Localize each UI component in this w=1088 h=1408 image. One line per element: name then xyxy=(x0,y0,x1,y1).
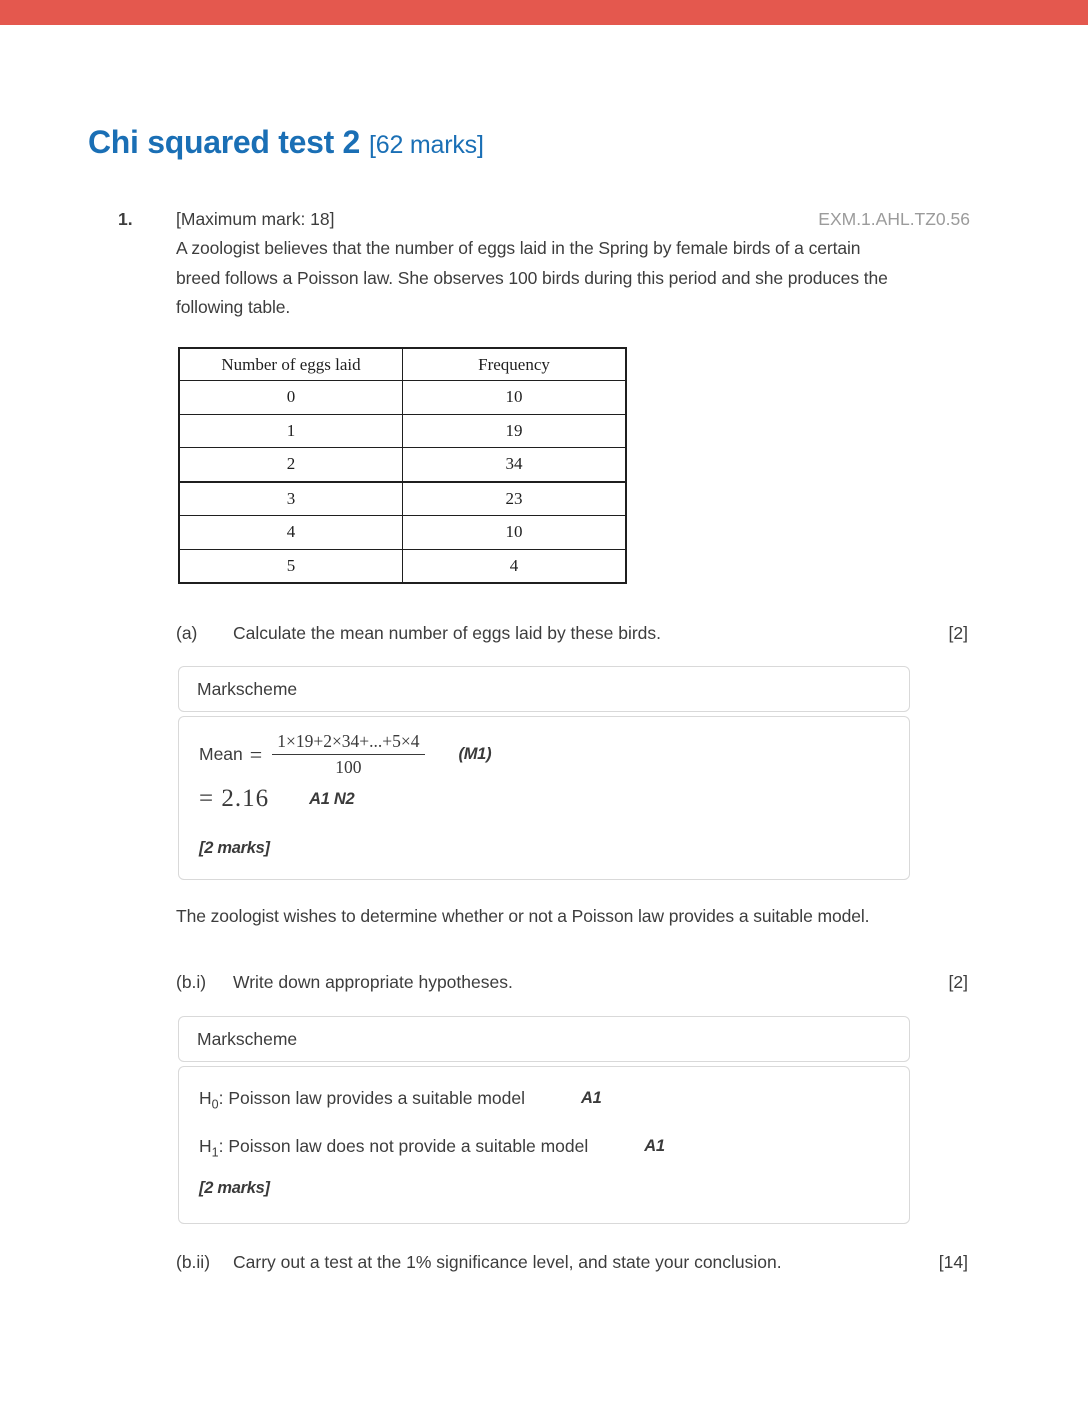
question-middle-text: The zoologist wishes to determine whether or not a Poisson law provides a suitable model. xyxy=(176,906,870,926)
table-cell: 4 xyxy=(179,516,403,550)
table-cell: 2 xyxy=(179,448,403,482)
table-cell: 0 xyxy=(179,381,403,415)
equals-sign: = xyxy=(249,741,263,767)
question-number: 1. xyxy=(118,209,133,229)
h1-hypothesis-line xyxy=(199,1134,665,1158)
part-bii-marks: [14] xyxy=(938,1252,968,1272)
part-bi-label: (b.i) xyxy=(176,972,207,992)
part-bi-marks: [2] xyxy=(948,972,968,992)
table-row xyxy=(179,482,626,516)
mean-result-line xyxy=(199,785,354,813)
part-a-text: Calculate the mean number of eggs laid by these birds. xyxy=(233,623,662,643)
table-row xyxy=(179,549,626,583)
table-cell: 19 xyxy=(403,414,627,448)
fraction-denominator: 100 xyxy=(335,757,362,777)
mean-label: Mean xyxy=(199,744,243,764)
markscheme-bi-header-label: Markscheme xyxy=(197,1028,298,1049)
mark-code-a1-h0: A1 xyxy=(581,1089,602,1107)
question-reference-code: EXM.1.AHL.TZ0.56 xyxy=(818,209,970,229)
markscheme-a-body xyxy=(178,716,910,880)
top-bar xyxy=(0,0,1088,25)
maximum-mark: [Maximum mark: 18] xyxy=(176,209,335,229)
part-bi-row xyxy=(0,969,1088,995)
part-a-marks: [2] xyxy=(948,623,968,643)
table-row xyxy=(179,381,626,415)
page-title xyxy=(88,124,484,161)
markscheme-bi-body xyxy=(178,1066,910,1224)
mean-fraction xyxy=(272,731,424,778)
table-header-cell: Number of eggs laid xyxy=(179,348,403,381)
h0-symbol: $H_0$ xyxy=(199,1088,219,1112)
part-bii-text: Carry out a test at the 1% significance level, and state your conclusion. xyxy=(233,1252,782,1272)
h0-text: : Poisson law provides a suitable model xyxy=(218,1088,526,1108)
intro-line: A zoologist believes that the number of eggs laid in the Spring by female birds of a certain xyxy=(176,238,861,258)
table-cell: 1 xyxy=(179,414,403,448)
table-cell: 10 xyxy=(403,516,627,550)
intro-line: breed follows a Poisson law. She observes 100 birds during this period and she produces the xyxy=(176,267,888,288)
part-a-label: (a) xyxy=(176,623,198,643)
mean-formula-line xyxy=(199,731,491,778)
part-a-total-marks: [2 marks] xyxy=(199,839,270,857)
markscheme-bi-header[interactable] xyxy=(178,1016,910,1062)
mark-code-m1: (M1) xyxy=(458,745,492,763)
question-header xyxy=(0,207,1088,231)
part-bi-total-marks: [2 marks] xyxy=(199,1179,270,1197)
markscheme-a-header-label: Markscheme xyxy=(197,678,298,699)
markscheme-a-header[interactable] xyxy=(178,666,910,712)
h0-hypothesis-line xyxy=(199,1086,602,1110)
part-bii-row xyxy=(0,1249,1088,1275)
part-bii-label: (b.ii) xyxy=(176,1252,211,1272)
table-cell: 4 xyxy=(403,549,627,583)
table-cell: 10 xyxy=(403,381,627,415)
table-row xyxy=(179,448,626,482)
frequency-table xyxy=(178,347,627,584)
part-bi-text: Write down appropriate hypotheses. xyxy=(233,972,513,992)
table-cell: 3 xyxy=(179,482,403,516)
fraction-numerator: 1×19+2×34+...+5×4 xyxy=(272,731,424,755)
h1-symbol: $H_1$ xyxy=(199,1136,219,1160)
mark-code-a1n2: A1 N2 xyxy=(309,789,355,808)
table-cell: 23 xyxy=(403,482,627,516)
table-row xyxy=(179,414,626,448)
page-title-marks: [62 marks] xyxy=(369,131,484,159)
table-header-row xyxy=(179,348,626,381)
table-cell: 5 xyxy=(179,549,403,583)
question-intro xyxy=(176,234,956,323)
mark-code-a1-h1: A1 xyxy=(644,1137,665,1155)
part-a-row xyxy=(0,620,1088,646)
table-row xyxy=(179,516,626,550)
table-cell: 34 xyxy=(403,448,627,482)
table-header-cell: Frequency xyxy=(403,348,627,381)
mean-result: = 2.16 xyxy=(199,785,270,812)
page-title-text: Chi squared test 2 xyxy=(88,124,361,160)
h1-text: : Poisson law does not provide a suitable model xyxy=(218,1136,589,1156)
intro-line: following table. xyxy=(176,297,291,317)
